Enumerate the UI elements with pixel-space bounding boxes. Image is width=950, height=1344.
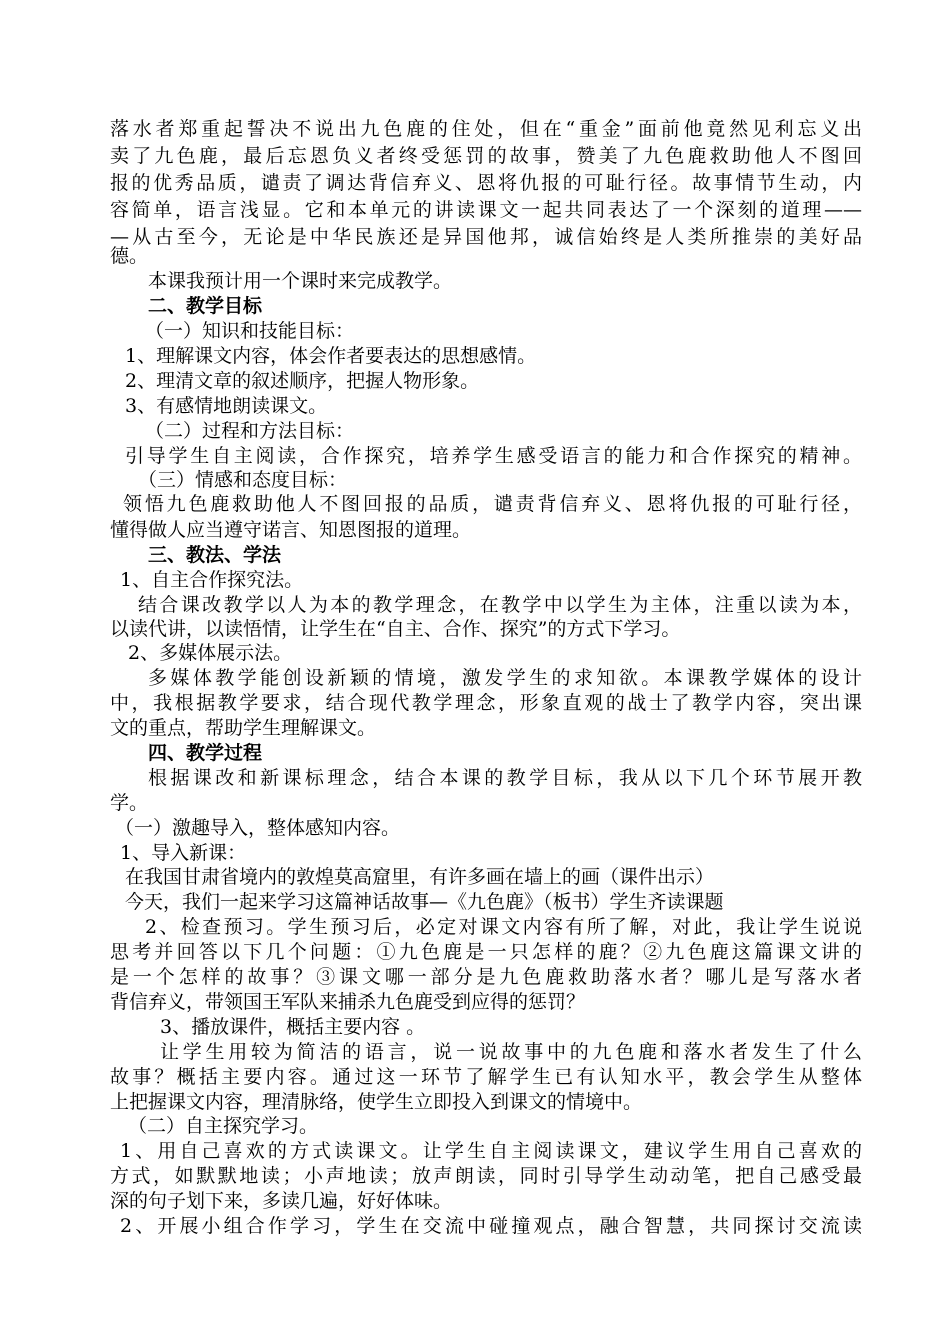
paragraph-line: 故事？概括主要内容。通过这一环节了解学生已有认知水平，教会学生从整体 [110, 1066, 862, 1088]
paragraph-line: 落水者郑重起誓决不说出九色鹿的住处，但在“重金”面前他竟然见利忘义出 [110, 118, 862, 140]
paragraph-line: 结合课改教学以人为本的教学理念，在教学中以学生为主体，注重以读为本， [138, 594, 862, 616]
paragraph-line: 学。 [110, 792, 149, 814]
paragraph-line: 以读代讲，以读悟情，让学生在“自主、合作、探究”的方式下学习。 [110, 618, 681, 640]
paragraph-line: 本课我预计用一个课时来完成教学。 [148, 270, 453, 292]
section-heading: 四、教学过程 [148, 742, 263, 764]
paragraph-line: 卖了九色鹿，最后忘恩负义者终受惩罚的故事，赞美了九色鹿救助他人不图回 [110, 145, 862, 167]
paragraph-line: 在我国甘肃省境内的敦煌莫高窟里，有许多画在墙上的画（课件出示） [125, 866, 715, 888]
list-item: 1、理解课文内容，体会作者要表达的思想感情。 [125, 345, 537, 367]
paragraph-line: 让学生用较为简洁的语言，说一说故事中的九色鹿和落水者发生了什么 [160, 1041, 862, 1063]
subsection-heading: （一）激趣导入，整体感知内容。 [115, 817, 401, 839]
paragraph-line: 深的句子划下来，多读几遍，好好体味。 [110, 1190, 453, 1212]
paragraph-line: —从古至今，无论是中华民族还是异国他邦，诚信始终是人类所推崇的美好品 [110, 226, 862, 248]
paragraph-line: 是一个怎样的故事？③课文哪一部分是九色鹿救助落水者？哪儿是写落水者 [110, 966, 862, 988]
list-item: 2、多媒体展示法。 [128, 642, 293, 664]
list-item: 3、有感情地朗读课文。 [125, 395, 328, 417]
paragraph-line: 上把握课文内容，理清脉络，使学生立即投入到课文的情境中。 [110, 1091, 643, 1113]
paragraph-line: 容简单，语言浅显。它和本单元的讲读课文一起共同表达了一个深刻的道理—— [110, 199, 862, 221]
list-item: 1、自主合作探究法。 [120, 569, 304, 591]
section-heading: 二、教学目标 [148, 295, 263, 317]
subsection-heading: （二）自主探究学习。 [128, 1115, 319, 1137]
paragraph-line: 中，我根据教学要求，结合现代教学理念，形象直观的战士了教学内容，突出课 [110, 692, 862, 714]
paragraph-line: 引导学生自主阅读，合作探究，培养学生感受语言的能力和合作探究的精神。 [125, 445, 862, 467]
paragraph-line: 今天，我们一起来学习这篇神话故事—《九色鹿》（板书）学生齐读课题 [125, 891, 724, 913]
paragraph-line: 2、开展小组合作学习，学生在交流中碰撞观点，融合智慧，共同探讨交流读 [120, 1215, 862, 1237]
list-item: 2、理清文章的叙述顺序，把握人物形象。 [125, 370, 480, 392]
subsection-heading: （一）知识和技能目标： [145, 320, 355, 342]
paragraph-line: 背信弃义，带领国王军队来捕杀九色鹿受到应得的惩罚？ [110, 991, 586, 1013]
list-item: 1、导入新课： [120, 842, 247, 864]
paragraph-line: 方式，如默默地读；小声地读；放声朗读，同时引导学生动动笔，把自己感受最 [110, 1165, 862, 1187]
list-item: 3、播放课件，概括主要内容 。 [160, 1016, 426, 1038]
subsection-heading: （三）情感和态度目标： [138, 469, 348, 491]
section-heading: 三、教法、学法 [148, 544, 282, 566]
subsection-heading: （二）过程和方法目标： [145, 420, 355, 442]
paragraph-line: 根据课改和新课标理念，结合本课的教学目标，我从以下几个环节展开教 [148, 767, 862, 789]
paragraph-line: 文的重点，帮助学生理解课文。 [110, 717, 377, 739]
paragraph-line: 领悟九色鹿救助他人不图回报的品质，谴责背信弃义、恩将仇报的可耻行径， [123, 493, 862, 515]
paragraph-line: 2、检查预习。学生预习后，必定对课文内容有所了解，对此，我让学生说说 [145, 916, 862, 938]
paragraph-line: 多媒体教学能创设新颖的情境，激发学生的求知欲。本课教学媒体的设计 [148, 667, 862, 689]
paragraph-line: 1、用自己喜欢的方式读课文。让学生自主阅读课文，建议学生用自己喜欢的 [120, 1140, 862, 1162]
paragraph-line: 懂得做人应当遵守诺言、知恩图报的道理。 [110, 519, 472, 541]
paragraph-line: 德。 [110, 245, 149, 267]
paragraph-line: 思考并回答以下几个问题：①九色鹿是一只怎样的鹿？②九色鹿这篇课文讲的 [110, 941, 862, 963]
paragraph-line: 报的优秀品质，谴责了调达背信弃义、恩将仇报的可耻行径。故事情节生动，内 [110, 172, 862, 194]
